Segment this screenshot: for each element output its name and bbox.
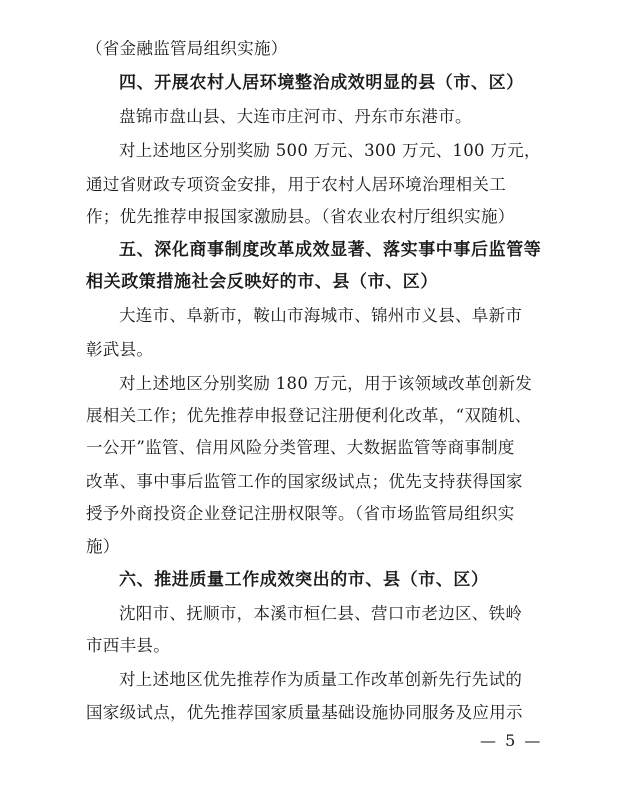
section-heading-4: 四、开展农村人居环境整治成效明显的县（市、区）	[119, 73, 524, 93]
text-line: （省金融监管局组织实施）	[86, 39, 288, 58]
text-line: 国家级试点，优先推荐国家质量基础设施协同服务及应用示	[86, 703, 523, 722]
text-line: 一公开”监管、信用风险分类管理、大数据监管等商事制度	[86, 438, 515, 457]
text-line: 对上述地区分别奖励 180 万元，用于该领域改革创新发	[119, 374, 533, 393]
section-heading-5: 五、深化商事制度改革成效显著、落实事中事后监管等	[119, 240, 542, 260]
page-number: — 5 —	[480, 731, 543, 750]
text-line: 作；优先推荐申报国家激励县。（省农业农村厅组织实施）	[86, 207, 515, 226]
text-line: 施）	[86, 537, 120, 556]
text-line: 对上述地区优先推荐作为质量工作改革创新先行先试的	[119, 670, 523, 689]
section-heading-5-continued: 相关政策措施社会反映好的市、县（市、区）	[86, 272, 438, 292]
text-line: 授予外商投资企业登记注册权限等。（省市场监管局组织实	[86, 504, 515, 523]
text-line: 通过省财政专项资金安排，用于农村人居环境治理相关工	[86, 175, 506, 194]
text-line: 市西丰县。	[86, 636, 170, 655]
text-line: 沈阳市、抚顺市，本溪市桓仁县、营口市老边区、铁岭	[119, 604, 523, 623]
text-line: 展相关工作；优先推荐申报登记注册便利化改革，“双随机、	[86, 406, 532, 425]
text-line: 大连市、阜新市，鞍山市海城市、锦州市义县、阜新市	[119, 306, 523, 325]
text-line: 对上述地区分别奖励 500 万元、300 万元、100 万元，	[119, 141, 541, 160]
text-line: 彰武县。	[86, 340, 154, 359]
text-line: 盘锦市盘山县、大连市庄河市、丹东市东港市。	[119, 107, 472, 126]
text-line: 改革、事中事后监管工作的国家级试点；优先支持获得国家	[86, 472, 523, 491]
section-heading-6: 六、推进质量工作成效突出的市、县（市、区）	[119, 570, 489, 590]
